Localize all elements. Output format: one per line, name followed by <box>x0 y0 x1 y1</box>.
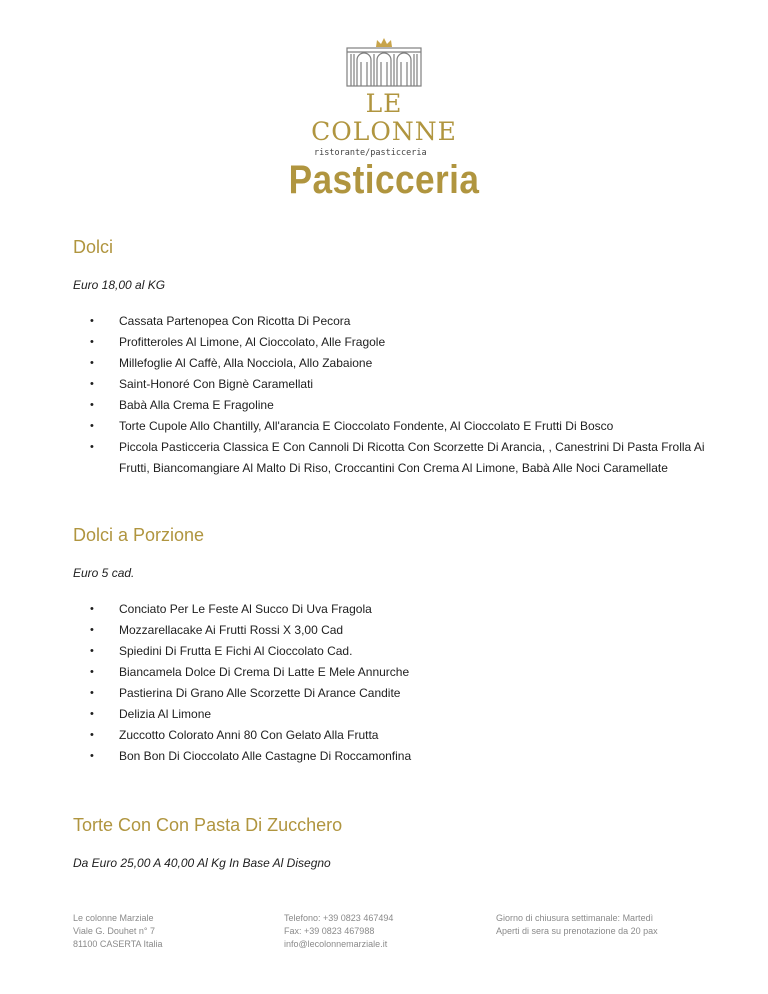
list-item: • Delizia Al Limone <box>73 704 713 725</box>
list-item: • Zuccotto Colorato Anni 80 Con Gelato Alla Frutta <box>73 725 713 746</box>
bullet-icon: • <box>90 378 94 390</box>
section-heading: Dolci a Porzione <box>73 525 205 545</box>
crown-icon <box>376 38 392 47</box>
list-item: • Pastierina Di Grano Alle Scorzette Di Arance Candite <box>73 683 713 704</box>
bullet-icon: • <box>90 399 94 411</box>
section-dolci-a-porzione <box>73 524 713 767</box>
section-heading: Torte Con Con Pasta Di Zucchero <box>73 815 343 835</box>
bullet-icon: • <box>90 750 94 762</box>
footer-address: Le colonne Marziale Viale G. Douhet n° 7 81100 CASERTA Italia <box>73 913 163 949</box>
bullet-icon: • <box>90 603 94 615</box>
list-item: • Profitteroles Al Limone, Al Cioccolato, Alle Fragole <box>73 332 713 353</box>
list-item: • Cassata Partenopea Con Ricotta Di Pecora <box>73 311 713 332</box>
bullet-icon: • <box>90 315 94 327</box>
page-title: Pasticceria <box>288 158 480 202</box>
item-list <box>73 311 713 479</box>
bullet-icon: • <box>90 687 94 699</box>
list-item: • Saint-Honoré Con Bignè Caramellati <box>73 374 713 395</box>
section-heading: Dolci <box>73 237 114 257</box>
bullet-icon: • <box>90 420 94 432</box>
bullet-icon: • <box>90 441 94 453</box>
item-list <box>73 599 713 767</box>
bullet-icon: • <box>90 708 94 720</box>
bullet-icon: • <box>90 645 94 657</box>
bullet-icon: • <box>90 357 94 369</box>
list-item: • Biancamela Dolce Di Crema Di Latte E Mele Annurche <box>73 662 713 683</box>
list-item: • Babà Alla Crema E Fragoline <box>73 395 713 416</box>
list-item: • Torte Cupole Allo Chantilly, All'arancia E Cioccolato Fondente, Al Cioccolato E Frutti Di Bosco <box>73 416 713 437</box>
logo <box>300 38 468 158</box>
footer-contacts: Telefono: +39 0823 467494 Fax: +39 0823 467988 info@lecolonnemarziale.it <box>284 913 394 949</box>
email-link[interactable]: info@lecolonnemarziale.it <box>284 939 388 949</box>
colonnade-icon <box>343 38 425 88</box>
bullet-icon: • <box>90 336 94 348</box>
footer-hours: Giorno di chiusura settimanale: Martedì Aperti di sera su prenotazione da 20 pax <box>496 913 658 936</box>
bullet-icon: • <box>90 729 94 741</box>
section-dolci <box>73 236 713 479</box>
brand-subtitle: ristorante/pasticceria <box>314 148 427 158</box>
section-price: Euro 5 cad. <box>73 566 135 580</box>
list-item: • Mozzarellacake Ai Frutti Rossi X 3,00 Cad <box>73 620 713 641</box>
bullet-icon: • <box>90 666 94 678</box>
list-item: • Spiedini Di Frutta E Fichi Al Cioccolato Cad. <box>73 641 713 662</box>
bullet-icon: • <box>90 624 94 636</box>
list-item: • Piccola Pasticceria Classica E Con Cannoli Di Ricotta Con Scorzette Di Arancia, , Canestrini Di Pasta Frolla Ai Frutti, Biancomangiare Al Malto Di Riso, Croccantini Con Crema Al Limone, Babà Alle Noci Caramellate <box>73 437 713 479</box>
list-item: • Conciato Per Le Feste Al Succo Di Uva Fragola <box>73 599 713 620</box>
list-item: • Millefoglie Al Caffè, Alla Nocciola, Allo Zabaione <box>73 353 713 374</box>
section-price: Da Euro 25,00 A 40,00 Al Kg In Base Al Disegno <box>73 856 331 870</box>
list-item: • Bon Bon Di Cioccolato Alle Castagne Di Roccamonfina <box>73 746 713 767</box>
section-torte <box>73 814 713 871</box>
section-price: Euro 18,00 al KG <box>73 278 166 292</box>
brand-name: LE COLONNE <box>311 89 457 146</box>
